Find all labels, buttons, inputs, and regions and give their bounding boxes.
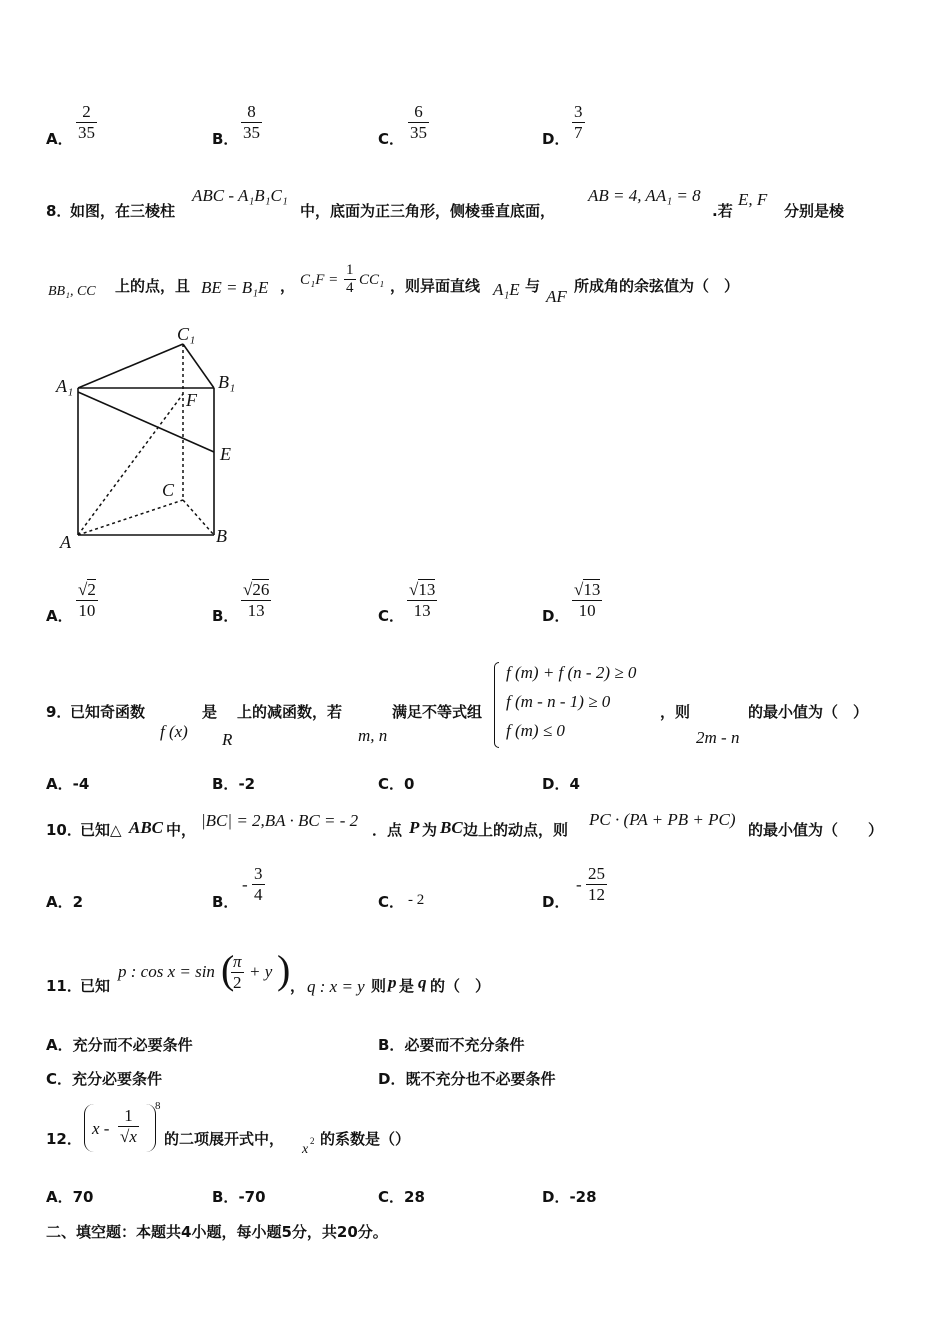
q11-math-p: p : cos x = sin: [118, 962, 215, 981]
q7-option-d-label: D．: [542, 130, 570, 148]
q12-math-x: x: [302, 1142, 309, 1157]
q7-option-a-fraction: $\frac{2}{35}$: [78, 102, 95, 142]
q8-math-prism: ABC - A₁B₁C₁: [192, 186, 288, 205]
q8-number: 8．: [46, 202, 72, 220]
q12-option-d: D．-28: [542, 1188, 597, 1206]
q9-system-brace: [494, 662, 499, 748]
label-b: B: [216, 526, 227, 546]
q8-option-d-value: $\frac{√13}{10}$: [574, 580, 601, 620]
q9-text-2: 是: [202, 703, 218, 721]
q8-math-ef: E, F: [738, 190, 768, 209]
q10-math-condition: |BC| = 2,BA · BC = - 2: [201, 811, 359, 830]
q9-system-line-1: f (m) + f (n - 2) ≥ 0: [506, 663, 637, 682]
q8-text-9: 所成角的余弦值为（ ）: [574, 277, 740, 295]
q8-option-b-value: $\frac{√26}{13}$: [243, 580, 270, 620]
q12-number: 12．: [46, 1130, 82, 1148]
label-a1: A₁: [56, 376, 74, 396]
q9-system-line-3: f (m) ≤ 0: [506, 721, 565, 740]
q10-text-2: 中，: [166, 821, 197, 839]
q10-option-a: A．2: [46, 893, 84, 911]
q9-text-3: 上的减函数，若: [237, 703, 343, 721]
q9-number: 9．: [46, 703, 72, 721]
q8-option-b-label: B．: [212, 607, 239, 625]
q8-option-c-label: C．: [378, 607, 405, 625]
q10-math-p: P: [409, 818, 420, 837]
q12-text-2: 的系数是（）: [320, 1130, 411, 1148]
label-c1: C₁: [177, 324, 196, 344]
q7-option-d-fraction: $\frac{3}{7}$: [574, 102, 583, 142]
q10-text-4: 为: [422, 821, 438, 839]
q10-text-3: ．点: [372, 821, 403, 839]
q8-text-7: ，则异面直线: [390, 277, 481, 295]
q12-exponent: 8: [155, 1100, 161, 1112]
q10-math-expression: PC · (PA + PB + PC): [589, 810, 736, 829]
q11-fraction-pi-2: $\frac{\pi}{2}$: [233, 952, 242, 992]
q9-text-5: ，则: [660, 703, 691, 721]
q7-option-b-fraction: $\frac{8}{35}$: [243, 102, 260, 142]
q9-math-r: R: [222, 730, 233, 749]
q8-math-lengths: AB = 4, AA₁ = 8: [588, 186, 701, 205]
q8-math-be: BE = B₁E: [201, 278, 269, 297]
q11-text-2: ，: [290, 977, 306, 995]
q9-system-line-2: f (m - n - 1) ≥ 0: [506, 692, 611, 711]
q10-option-b-label: B．: [212, 893, 239, 911]
q11-math-q: q : x = y: [307, 977, 365, 996]
q11-option-a: A．充分而不必要条件: [46, 1036, 193, 1054]
q11-text-3: 则: [371, 977, 387, 995]
q11-text-4: 是: [399, 977, 415, 995]
q9-option-d: D．4: [542, 775, 580, 793]
q11-number: 11．: [46, 977, 82, 995]
q10-option-b-fraction: $\frac{3}{4}$: [254, 864, 263, 904]
q8-text-1: 如图，在三棱柱: [70, 202, 176, 220]
section-2-heading: 二、填空题：本题共4小题，每小题5分，共20分。: [46, 1223, 388, 1241]
q8-math-c1f: C₁F =: [300, 272, 339, 288]
q11-math-plus-y: + y: [249, 962, 273, 981]
edge-a1-c1: [78, 344, 183, 388]
q10-text-5: 边上的动点，则: [463, 821, 569, 839]
q11-math-p-letter: p: [388, 973, 397, 992]
q7-option-c-fraction: $\frac{6}{35}$: [410, 102, 427, 142]
q10-option-d-fraction: $\frac{25}{12}$: [588, 864, 605, 904]
q8-prism-figure: [50, 322, 250, 556]
edge-a-c-hidden: [78, 500, 183, 535]
label-c: C: [162, 480, 175, 500]
q8-option-a-value: $\frac{√2}{10}$: [78, 580, 96, 620]
q10-math-abc: ABC: [129, 818, 164, 837]
q12-option-b: B．-70: [212, 1188, 266, 1206]
q8-option-c-value: $\frac{√13}{13}$: [409, 580, 436, 620]
q8-text-8: 与: [525, 277, 541, 295]
q8-option-a-label: A．: [46, 607, 73, 625]
q10-text-6: 的最小值为（ ）: [748, 821, 884, 839]
label-e: E: [220, 444, 231, 464]
q9-text-4: 满足不等式组: [392, 703, 483, 721]
q10-math-bc: BC: [440, 818, 463, 837]
q8-math-a1e: A₁E: [493, 280, 520, 299]
label-f: F: [186, 390, 197, 410]
q9-math-2mn: 2m - n: [696, 728, 740, 747]
q12-text-1: 的二项展开式中，: [164, 1130, 285, 1148]
q11-option-b: B．必要而不充分条件: [378, 1036, 525, 1054]
q10-option-d-sign: -: [576, 875, 582, 894]
q9-text-1: 已知奇函数: [70, 703, 146, 721]
q8-math-edges: BB₁, CC: [48, 284, 96, 299]
q9-text-6: 的最小值为（ ）: [748, 703, 869, 721]
q10-number: 10．: [46, 821, 82, 839]
q8-text-2: 中，底面为正三角形，侧棱垂直底面，: [300, 202, 556, 220]
q10-option-d-label: D．: [542, 893, 570, 911]
q7-option-b-label: B．: [212, 130, 239, 148]
q11-text-5: 的（ ）: [430, 977, 491, 995]
label-a: A: [60, 532, 71, 552]
q12-fraction: $\frac{1}{√x}$: [120, 1106, 137, 1146]
q11-option-c: C．充分必要条件: [46, 1070, 163, 1088]
q9-math-fx: f (x): [160, 722, 188, 741]
q7-option-c-label: C．: [378, 130, 405, 148]
q10-option-c-value: - 2: [408, 892, 425, 908]
q11-text-1: 已知: [80, 977, 111, 995]
q8-text-4: 分别是棱: [784, 202, 845, 220]
q12-math-x-minus: x -: [92, 1119, 110, 1138]
q9-option-b: B．-2: [212, 775, 256, 793]
q11-math-q-letter: q: [418, 973, 427, 992]
q8-text-3: .若: [712, 202, 733, 220]
q11-option-d: D．既不充分也不必要条件: [378, 1070, 556, 1088]
edge-c1-b1: [183, 344, 214, 388]
q11-left-paren: (: [221, 947, 235, 992]
q9-option-c: C．0: [378, 775, 415, 793]
q8-math-cc1: CC₁: [359, 272, 385, 288]
label-b1: B₁: [218, 372, 236, 392]
q9-math-mn: m, n: [358, 726, 388, 745]
q9-option-a: A．-4: [46, 775, 90, 793]
q11-right-paren: ): [277, 947, 291, 992]
q8-math-af: AF: [546, 287, 567, 306]
q12-option-a: A．70: [46, 1188, 94, 1206]
q7-option-a-label: A．: [46, 130, 73, 148]
q12-math-x-exponent: 2: [310, 1136, 315, 1146]
q10-text-1: 已知△: [80, 821, 122, 839]
q10-option-b-sign: -: [242, 875, 248, 894]
q8-text-6: ，: [280, 277, 296, 295]
q10-option-c-label: C．: [378, 893, 405, 911]
q8-fraction-quarter: $\frac{1}{4}$: [346, 262, 354, 296]
q8-text-5: 上的点，且: [115, 277, 191, 295]
edge-c-b-hidden: [183, 500, 214, 535]
q12-option-c: C．28: [378, 1188, 425, 1206]
q8-option-d-label: D．: [542, 607, 570, 625]
